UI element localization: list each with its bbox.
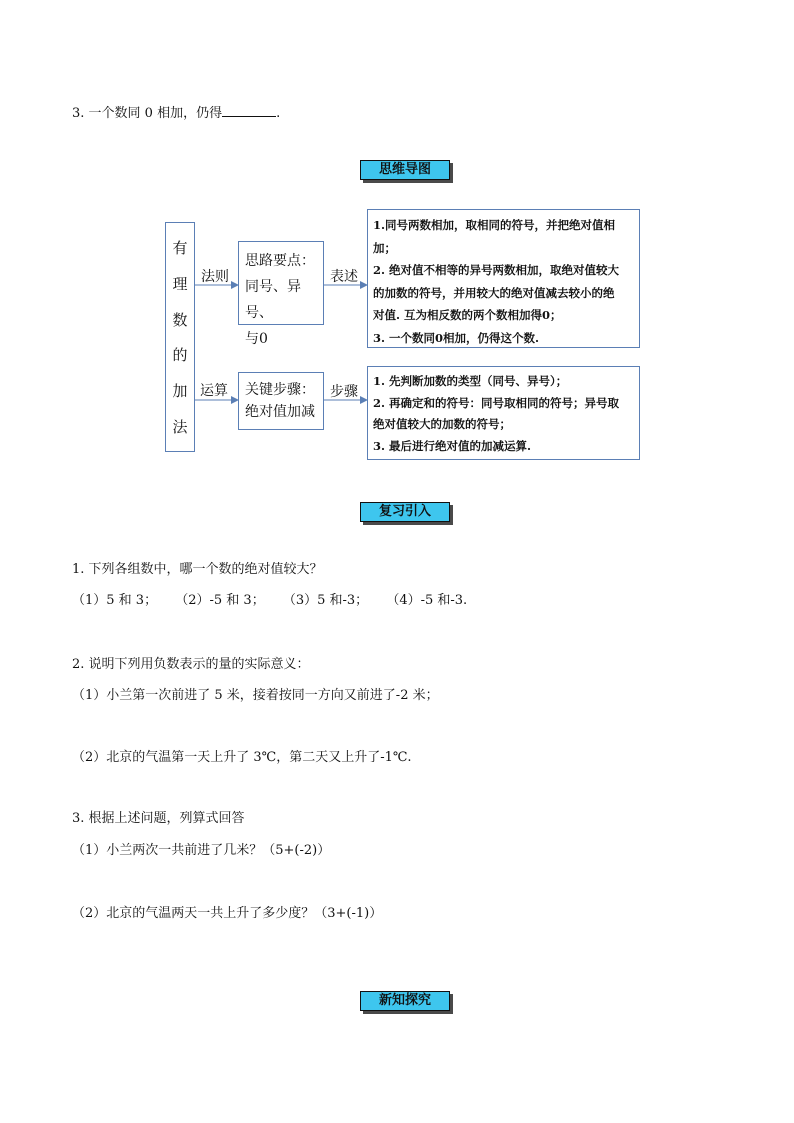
main-char: 加 — [172, 382, 188, 401]
review-question-2: 2. 说明下列用负数表示的量的实际意义： — [72, 657, 310, 672]
option: （1）5 和 3； — [72, 593, 158, 608]
label-express: 表述 — [330, 269, 358, 285]
section-title-mindmap: 思维导图 — [360, 160, 450, 180]
main-char: 法 — [172, 417, 188, 436]
main-char: 的 — [172, 346, 188, 365]
review-question-1-options — [72, 592, 467, 610]
mindmap-main-box — [165, 222, 195, 452]
review-question-3-part-1: （1）小兰两次一共前进了几米？（5+(-2)） — [72, 843, 331, 858]
review-question-3-part-2: （2）北京的气温两天一共上升了多少度？（3+(-1)） — [72, 906, 383, 921]
question-text: 3. 一个数同 0 相加，仍得 — [72, 106, 223, 121]
section-title-new-knowledge: 新知探究 — [360, 991, 450, 1011]
label-steps: 步骤 — [330, 384, 358, 400]
mindmap-box-key-points: 思路要点： 同号、异号、 与0 — [238, 241, 324, 325]
label-operation: 运算 — [200, 383, 228, 399]
option: （4）-5 和-3. — [386, 593, 468, 608]
main-char: 有 — [172, 239, 188, 257]
main-char: 理 — [172, 274, 188, 293]
question-fill-blank: 3. 一个数同 0 相加，仍得 . — [72, 106, 281, 121]
review-question-2-part-1: （1）小兰第一次前进了 5 米，接着按同一方向又前进了-2 米； — [72, 688, 439, 703]
label-rule: 法则 — [201, 269, 229, 285]
option: （3）5 和-3； — [282, 593, 369, 608]
review-question-3: 3. 根据上述问题，列算式回答 — [72, 811, 245, 826]
review-question-1: 1. 下列各组数中，哪一个数的绝对值较大？ — [72, 562, 323, 577]
option: （2）-5 和 3； — [175, 593, 265, 608]
mindmap-box-steps: 1. 先判断加数的类型（同号、异号）； 2. 再确定和的符号：同号取相同的符号；异号取 绝对值较大的加数的符号； 3. 最后进行绝对值的加减运算. — [367, 366, 640, 460]
mindmap-box-rules: 1.同号两数相加，取相同的符号，并把绝对值相 加； 2. 绝对值不相等的异号两数相加，取绝对值较大 的加数的符号，并用较大的绝对值减去较小的绝 对值. 互为相反数的两个数相加得0； 3. 一个数同0相加，仍得这个数. — [367, 209, 640, 348]
review-question-2-part-2: （2）北京的气温第一天上升了 3℃，第二天又上升了-1℃. — [72, 750, 412, 765]
main-char: 数 — [172, 310, 188, 329]
mindmap-box-key-steps: 关键步骤： 绝对值加减 — [238, 372, 324, 430]
section-title-review: 复习引入 — [360, 502, 450, 522]
